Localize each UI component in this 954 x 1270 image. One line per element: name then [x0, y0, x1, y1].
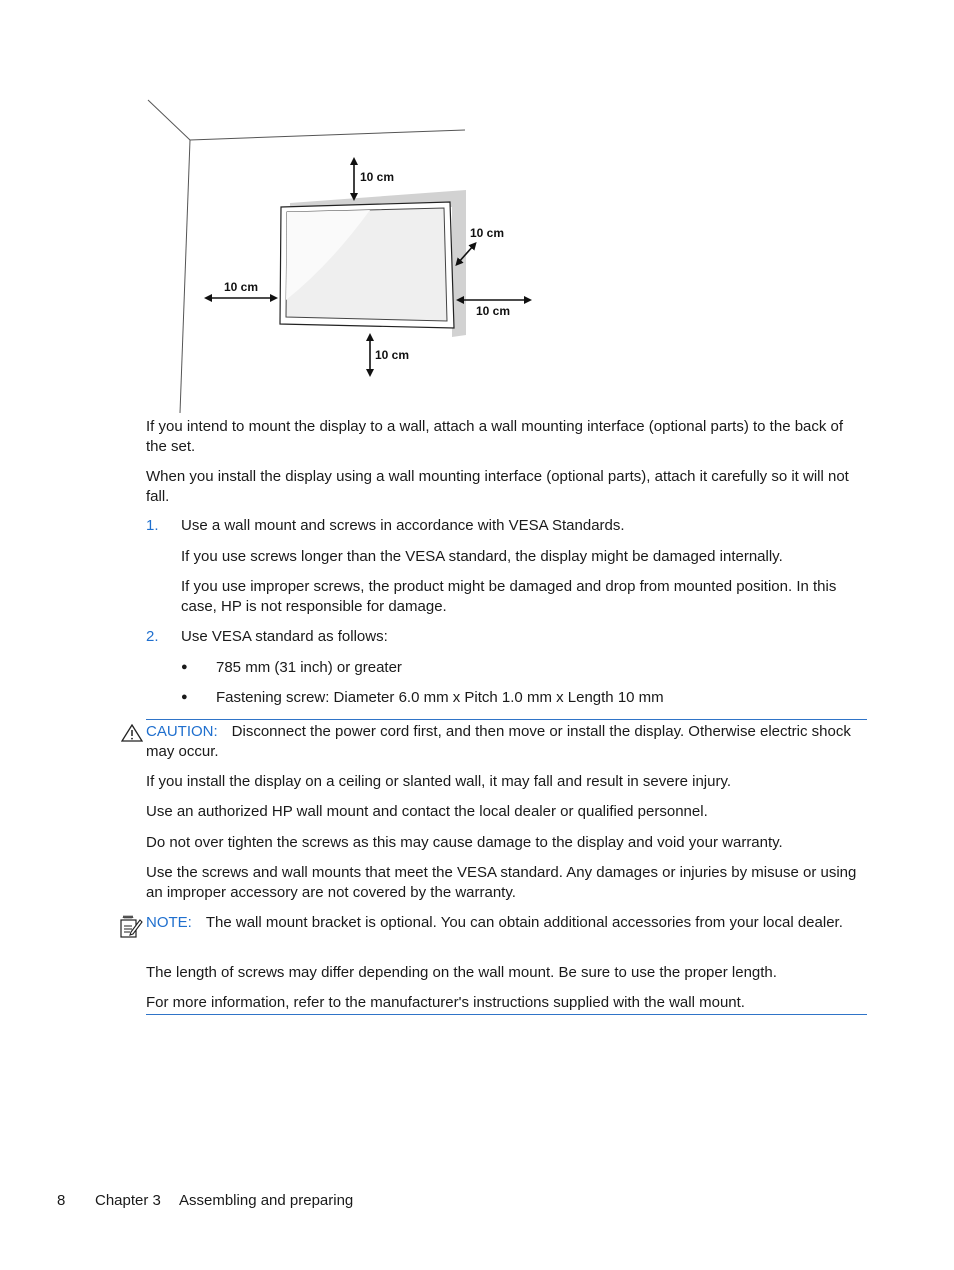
footer-title: Assembling and preparing	[179, 1192, 354, 1209]
dim-label-right-diagonal: 10 cm	[470, 226, 505, 240]
intro-paragraph-2: When you install the display using a wall mounting interface (optional parts), attach it carefully so it will not fall.	[146, 468, 849, 505]
caution-paragraph-4: Use the screws and wall mounts that meet the VESA standard. Any damages or injuries by misuse or using an improper accessory are not covered by the warranty.	[146, 864, 857, 901]
bullet-item-1: 785 mm (31 inch) or greater	[216, 659, 402, 676]
caution-top-rule	[146, 719, 867, 720]
caution-text: Disconnect the power cord first, and then move or install the display. Otherwise electric shock may occur.	[146, 723, 851, 760]
note-text: The wall mount bracket is optional. You can obtain additional accessories from your local dealer.	[205, 914, 843, 931]
step-1-number: 1.	[146, 517, 159, 534]
display-illustration	[280, 202, 454, 328]
step-2-text: Use VESA standard as follows:	[181, 628, 388, 645]
warning-triangle-icon	[121, 724, 143, 742]
note-pencil-icon	[119, 915, 143, 939]
note-paragraph-1: The length of screws may differ depending on the wall mount. Be sure to use the proper length.	[146, 964, 777, 981]
dim-label-left: 10 cm	[224, 280, 259, 294]
note-paragraph-2: For more information, refer to the manufacturer's instructions supplied with the wall mount.	[146, 994, 745, 1011]
note-label: NOTE:	[146, 914, 192, 931]
note-bottom-rule	[146, 1014, 867, 1015]
step-1-note-2: If you use improper screws, the product might be damaged and drop from mounted position. In this case, HP is not responsible for damage.	[181, 578, 837, 615]
bullet-dot: ●	[181, 691, 188, 703]
note-paragraph	[146, 913, 868, 933]
step-1-text: Use a wall mount and screws in accordance with VESA Standards.	[181, 517, 625, 534]
wall-mount-clearance-figure	[140, 95, 540, 415]
page-number: 8	[57, 1192, 66, 1209]
caution-paragraph	[146, 722, 868, 761]
step-2-number: 2.	[146, 628, 159, 645]
footer-chapter: Chapter 3	[95, 1192, 161, 1209]
caution-paragraph-1: If you install the display on a ceiling or slanted wall, it may fall and result in severe injury.	[146, 773, 732, 790]
step-1-note-1: If you use screws longer than the VESA standard, the display might be damaged internally.	[181, 548, 783, 565]
caution-paragraph-3: Do not over tighten the screws as this may cause damage to the display and void your warranty.	[146, 834, 783, 851]
bullet-item-2: Fastening screw: Diameter 6.0 mm x Pitch 1.0 mm x Length 10 mm	[216, 689, 664, 706]
intro-paragraph-1: If you intend to mount the display to a wall, attach a wall mounting interface (optional parts) to the back of the set.	[146, 418, 844, 455]
dim-label-right: 10 cm	[476, 304, 511, 318]
caution-paragraph-2: Use an authorized HP wall mount and contact the local dealer or qualified personnel.	[146, 803, 708, 820]
bullet-dot: ●	[181, 661, 188, 673]
dim-label-bottom: 10 cm	[375, 348, 410, 362]
caution-label: CAUTION:	[146, 723, 218, 740]
dim-label-top: 10 cm	[360, 170, 395, 184]
